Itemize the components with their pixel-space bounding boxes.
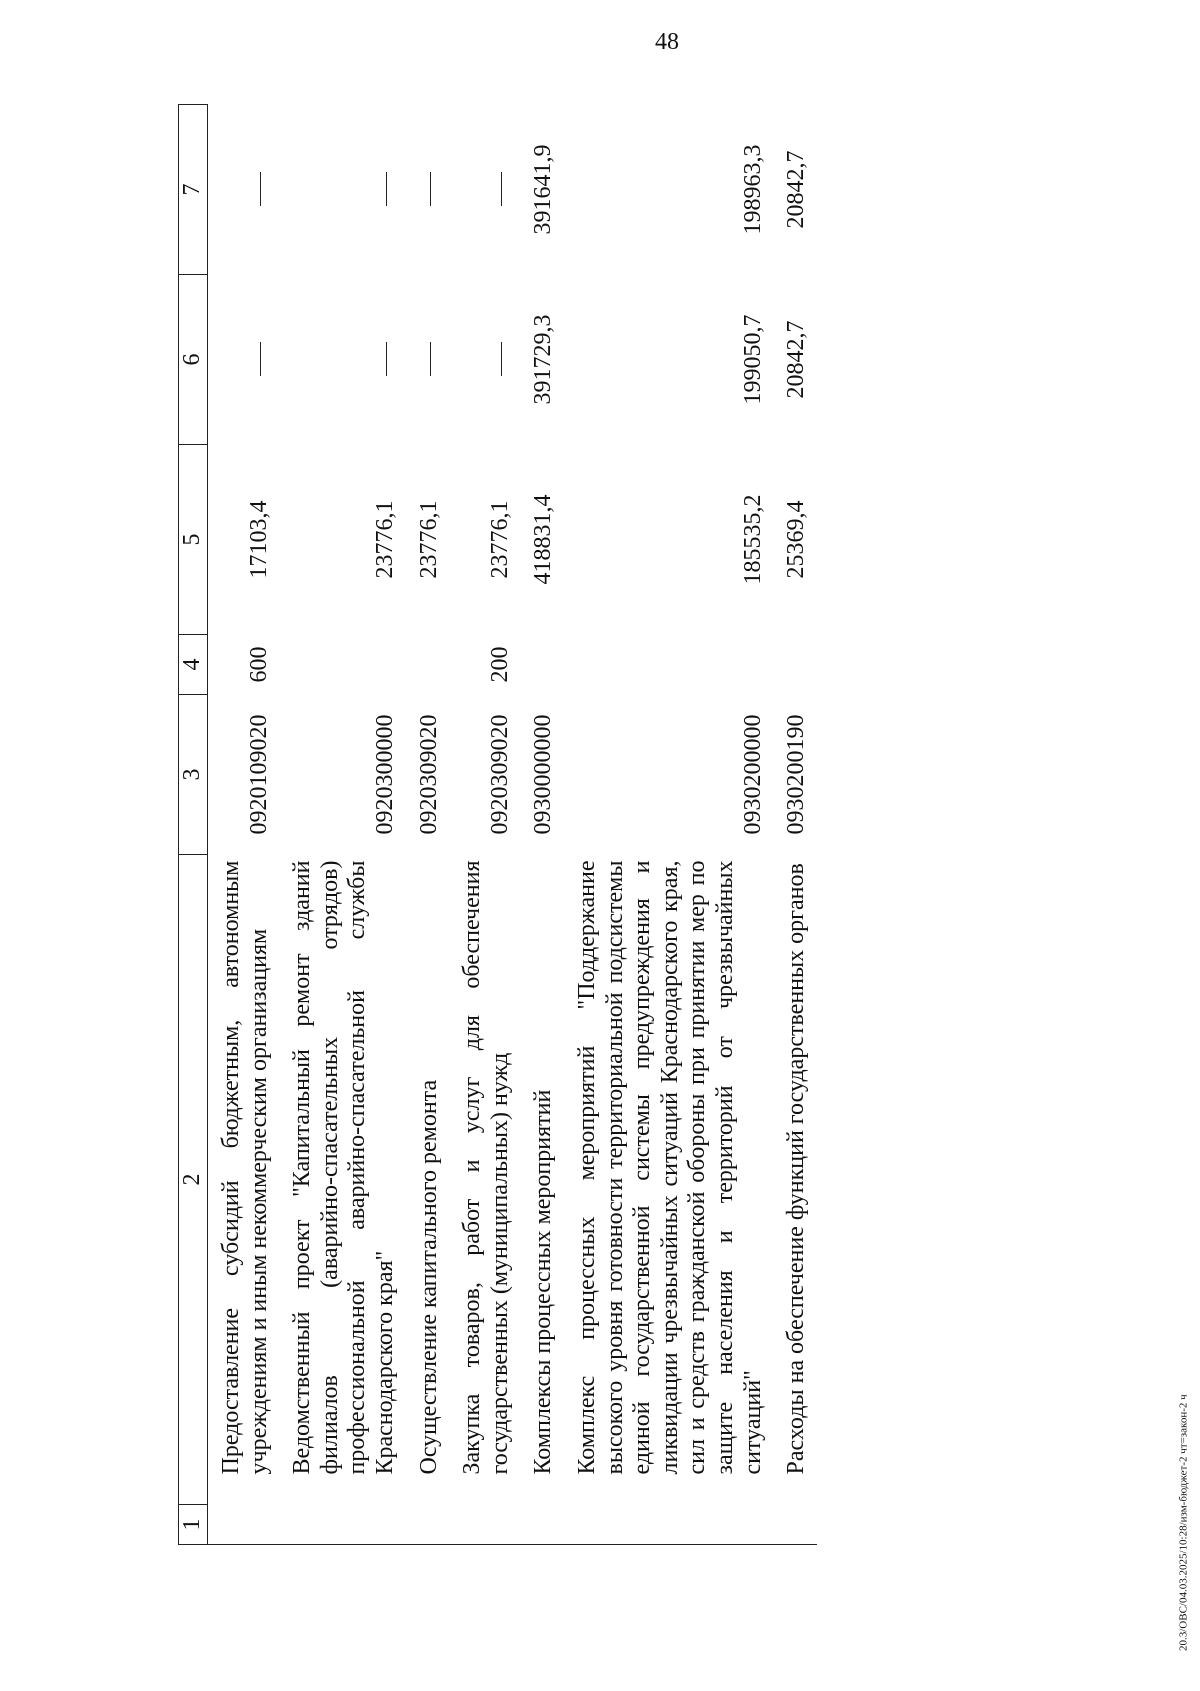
cell-col-1 xyxy=(208,1505,280,1545)
dash-mark xyxy=(501,173,502,207)
row-expense-type xyxy=(773,635,817,695)
row-expense-type xyxy=(520,635,564,695)
cell-col-1 xyxy=(773,1505,817,1545)
table-row xyxy=(520,105,564,1545)
row-target-code: 0920109020 xyxy=(245,714,272,835)
budget-table-container xyxy=(178,105,1058,1545)
header-col-5: 5 xyxy=(179,445,208,635)
header-col-3: 3 xyxy=(179,695,208,855)
row-target-code: 0930200000 xyxy=(739,714,766,835)
table-row xyxy=(279,105,405,1545)
header-col-4: 4 xyxy=(179,635,208,695)
row-description: Ведомственный проект "Капитальный ремонт зданий филиалов (аварийно-спасательных отрядов) профессиональной аварийно-спасательной службы Краснодарского края" xyxy=(289,860,398,1475)
row-description: Комплексы процессных мероприятий xyxy=(530,1089,557,1475)
row-amount-col-5: 23776,1 xyxy=(371,500,398,579)
row-description: Предоставление субсидий бюджетным, автономным учреждениям и иным некоммерческим организациям xyxy=(218,860,272,1475)
header-col-7: 7 xyxy=(179,105,208,275)
row-amount-col-5: 23776,1 xyxy=(486,500,513,579)
row-target-code: 0930200190 xyxy=(783,714,810,835)
row-expense-type xyxy=(279,635,405,695)
cell-col-1 xyxy=(564,1505,773,1545)
dash-mark xyxy=(260,343,261,377)
row-target-code: 0920309020 xyxy=(486,714,513,835)
row-amount-col-7: 198963,3 xyxy=(739,144,766,235)
row-expense-type xyxy=(564,635,773,695)
dash-mark xyxy=(430,343,431,377)
row-amount-col-7: 391641,9 xyxy=(530,144,557,235)
row-amount-col-5: 23776,1 xyxy=(415,500,442,579)
footer-code: 20.3/ОВС/04.03.2025/10:28/изм-бюджет-2 чт=закон-2 ч xyxy=(1178,1394,1190,1651)
dash-mark xyxy=(386,173,387,207)
header-col-1: 1 xyxy=(179,1505,208,1545)
row-amount-col-5: 418831,4 xyxy=(530,494,557,585)
row-amount-col-6: 391729,3 xyxy=(530,314,557,405)
header-row xyxy=(179,105,208,1545)
row-amount-col-6: 20842,7 xyxy=(783,320,810,399)
row-target-code: 0920309020 xyxy=(415,714,442,835)
row-amount-col-7 xyxy=(208,105,280,275)
row-amount-col-5: 17103,4 xyxy=(245,500,272,579)
table-row xyxy=(564,105,773,1545)
row-description: Осуществление капитального ремонта xyxy=(415,1079,442,1475)
row-amount-col-5: 25369,4 xyxy=(783,500,810,579)
header-col-2: 2 xyxy=(179,855,208,1505)
page-number: 48 xyxy=(655,29,679,55)
row-amount-col-6 xyxy=(406,275,450,445)
row-expense-type: 200 xyxy=(486,646,513,683)
table-row xyxy=(773,105,817,1545)
dash-mark xyxy=(430,173,431,207)
header-col-6: 6 xyxy=(179,275,208,445)
budget-table xyxy=(178,104,817,1545)
row-amount-col-7: 20842,7 xyxy=(783,150,810,229)
dash-mark xyxy=(386,343,387,377)
cell-col-1 xyxy=(449,1505,520,1545)
cell-col-1 xyxy=(520,1505,564,1545)
row-amount-col-7 xyxy=(406,105,450,275)
row-description: Закупка товаров, работ и услуг для обеспечения государственных (муниципальных) нужд xyxy=(459,860,513,1475)
dash-mark xyxy=(260,173,261,207)
row-target-code: 0930000000 xyxy=(530,714,557,835)
cell-col-1 xyxy=(406,1505,450,1545)
row-amount-col-6: 199050,7 xyxy=(739,314,766,405)
row-description: Комплекс процессных мероприятий "Поддержание высокого уровня готовности территориальной подсистемы единой государственной системы предупреждения и ликвидации чрезвычайных ситуаций Краснодарского края, сил и средств гражданской обороны при принятии мер по защите населения и территорий от чрезвычайных ситуаций" xyxy=(573,860,766,1475)
cell-col-1 xyxy=(279,1505,405,1545)
table-body xyxy=(208,105,817,1545)
row-amount-col-7 xyxy=(449,105,520,275)
dash-mark xyxy=(501,343,502,377)
row-amount-col-6 xyxy=(279,275,405,445)
table-row xyxy=(208,105,280,1545)
row-amount-col-6 xyxy=(208,275,280,445)
row-description: Расходы на обеспечение функций государственных органов xyxy=(783,863,810,1475)
row-expense-type xyxy=(406,635,450,695)
row-expense-type: 600 xyxy=(245,646,272,683)
row-amount-col-7 xyxy=(279,105,405,275)
row-amount-col-6 xyxy=(449,275,520,445)
table-row xyxy=(406,105,450,1545)
row-target-code: 0920300000 xyxy=(371,714,398,835)
row-amount-col-5: 185535,2 xyxy=(739,494,766,585)
table-row xyxy=(449,105,520,1545)
